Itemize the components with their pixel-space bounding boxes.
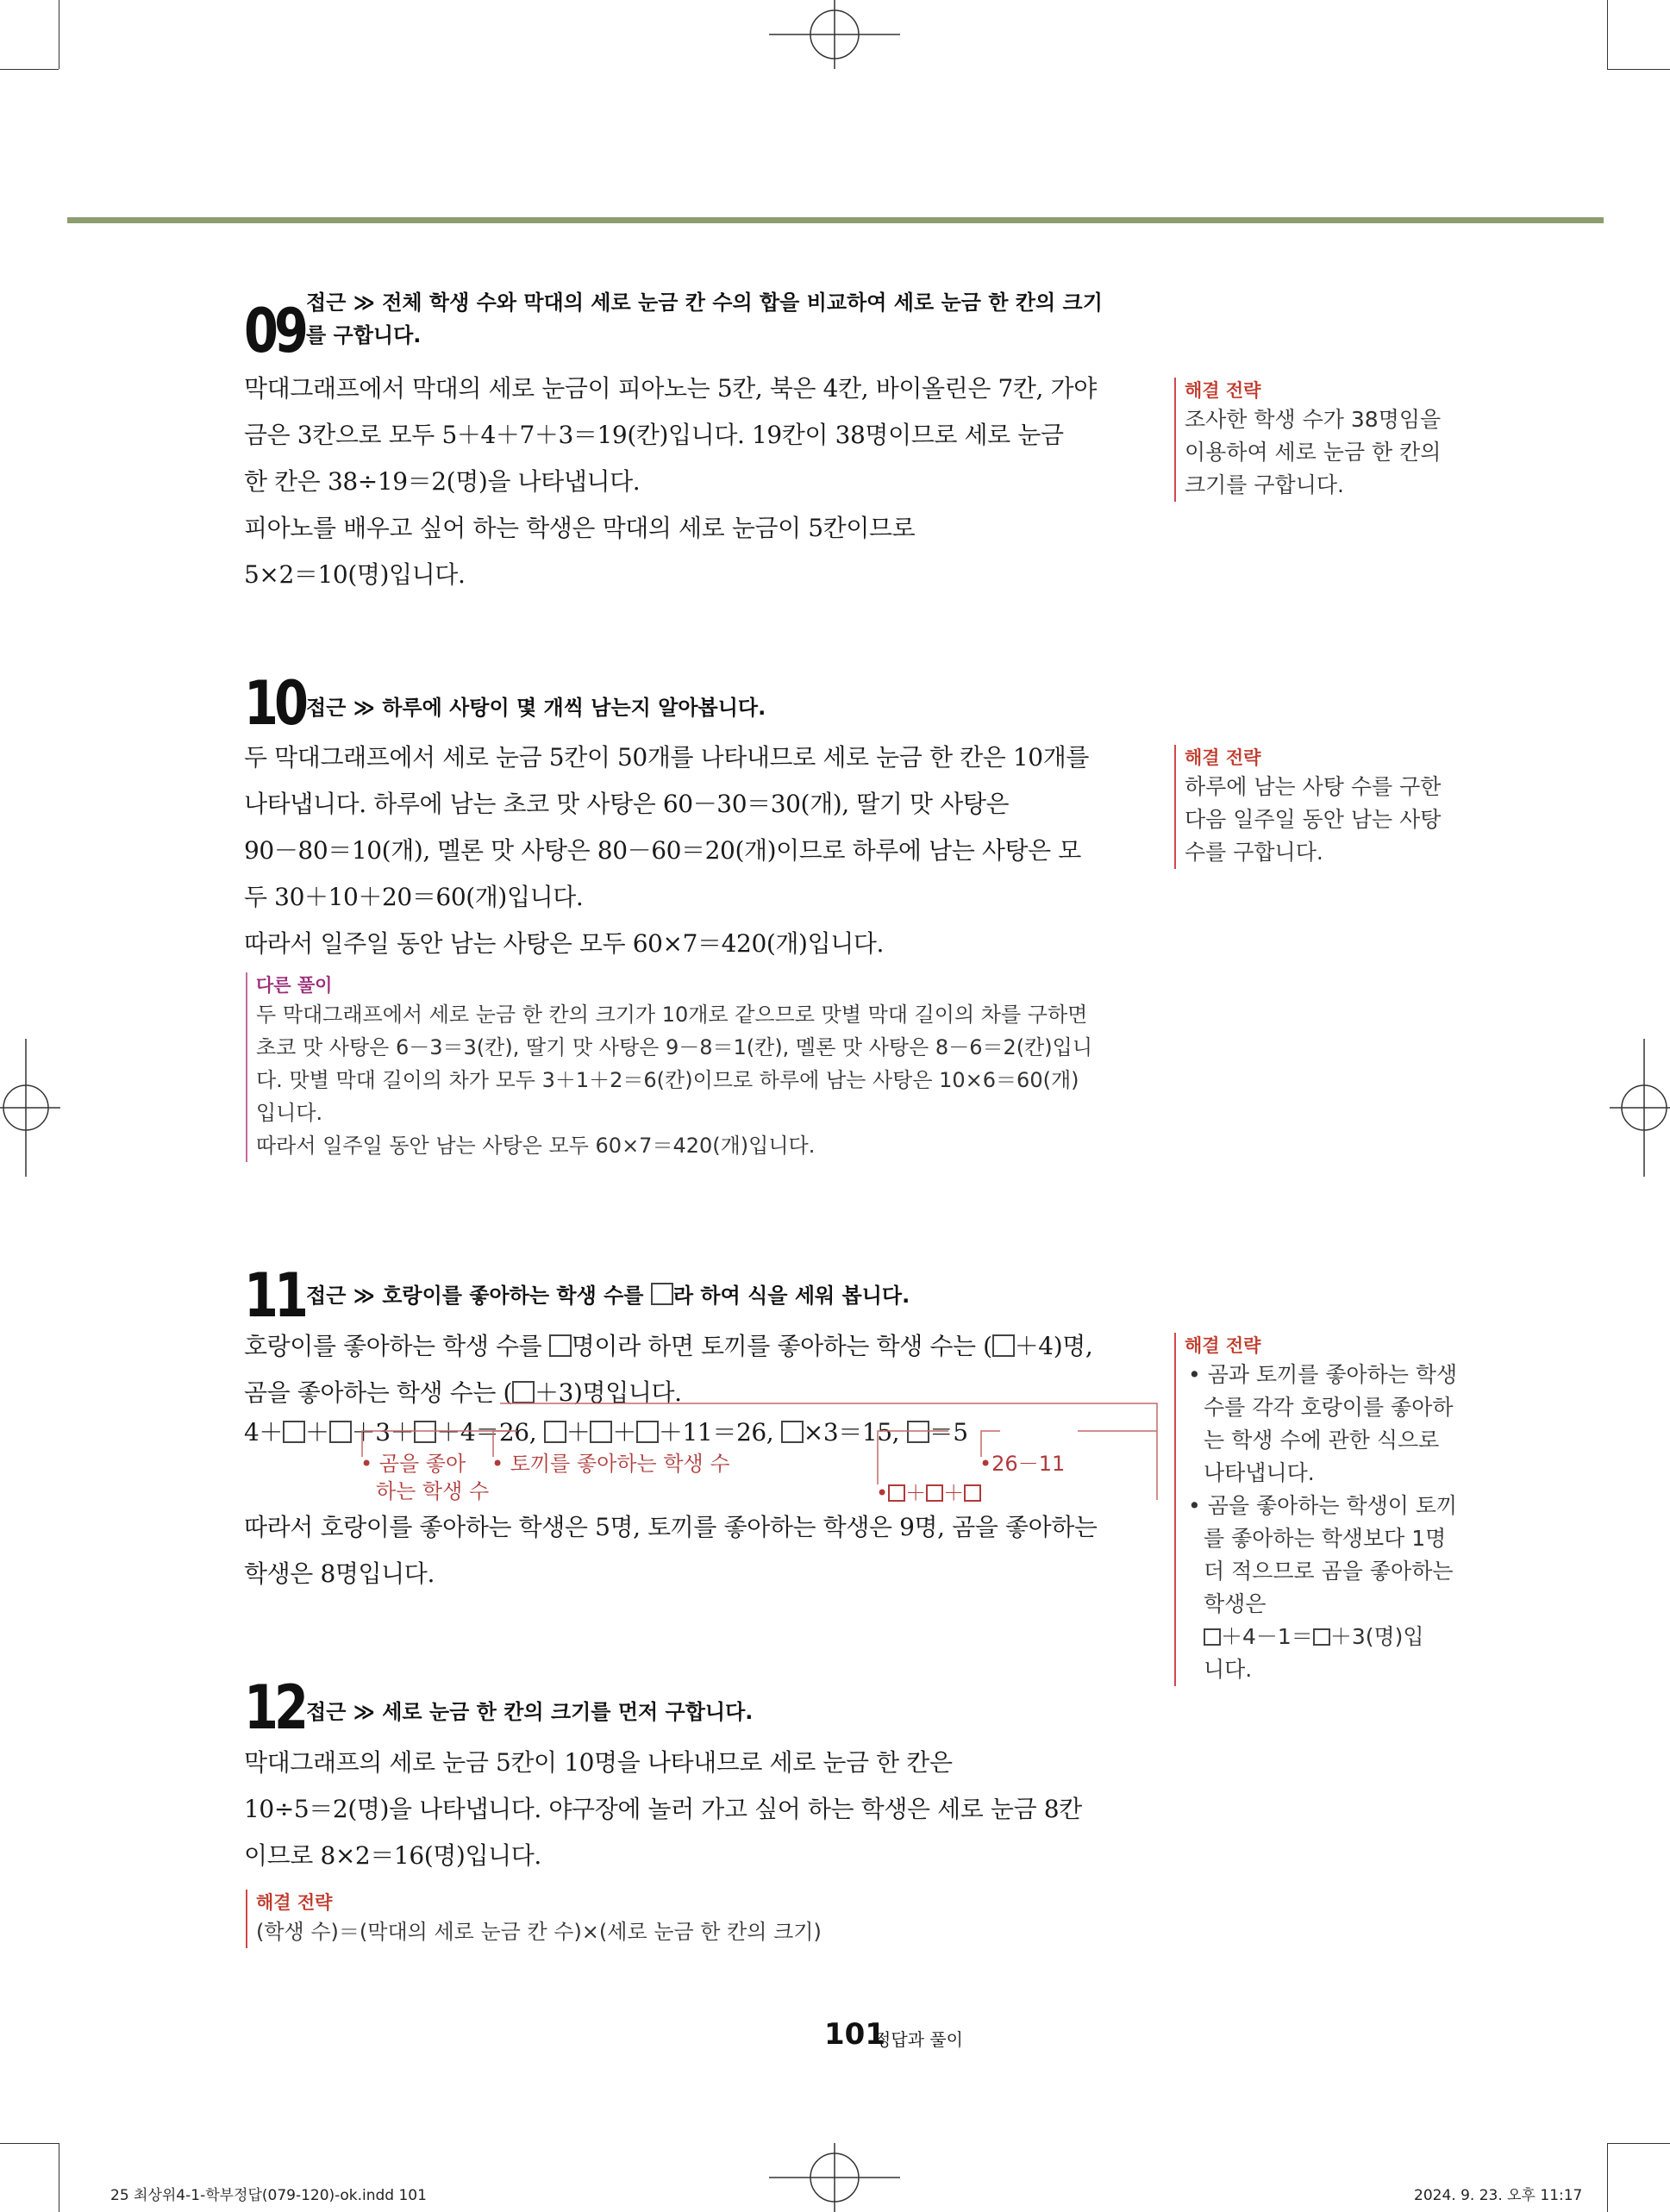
strategy-label: 해결 전략	[1185, 747, 1261, 768]
eq-part: ＋	[305, 1418, 329, 1447]
text-span: ＋3)명입니다.	[535, 1378, 682, 1407]
annotation-text: 곰을 좋아	[378, 1452, 466, 1476]
annotation-text: 토끼를 좋아하는 학생 수	[510, 1452, 730, 1476]
alt-line: 따라서 일주일 동안 남는 사탕은 모두 60×7＝420(개)입니다.	[256, 1134, 816, 1158]
strategy-12	[246, 1890, 1118, 1948]
strategy-line	[1185, 1621, 1469, 1653]
annotation-sum: • ＋ ＋	[876, 1476, 981, 1506]
blank-box-icon	[964, 1484, 981, 1502]
annotation-rabbit: • 토끼를 좋아하는 학생 수	[491, 1452, 730, 1476]
annotation-text: 26－11	[991, 1452, 1066, 1476]
page-section-label: 정답과 풀이	[874, 2029, 963, 2050]
text-span: 명이라 하면 토끼를 좋아하는 학생 수는 (	[571, 1332, 992, 1360]
alt-line: 두 막대그래프에서 세로 눈금 한 칸의 크기가 10개로 같으므로 맛별 막대 길이의 차를 구하면	[256, 1003, 1088, 1027]
annotation-bear-2: 하는 학생 수	[376, 1479, 490, 1503]
approach-09-line2: 를 구합니다.	[306, 323, 422, 347]
eq-part: ＋	[612, 1418, 636, 1447]
file-slug: 25 최상위4-1-학부정답(079-120)-ok.indd 101	[110, 2187, 427, 2204]
alt-line: 입니다.	[256, 1101, 323, 1125]
strategy-line: 니다.	[1204, 1657, 1253, 1682]
strategy-line: 다음 일주일 동안 남는 사탕	[1185, 807, 1442, 832]
strategy-label: 해결 전략	[1185, 1335, 1261, 1356]
question-number-10: 10	[244, 668, 305, 739]
strategy-line: 이용하여 세로 눈금 한 칸의	[1185, 440, 1442, 465]
strategy-line: 수를 각각 호랑이를 좋아하	[1204, 1395, 1454, 1420]
text-span: 곰을 좋아하는 학생 수는 (	[244, 1378, 513, 1407]
text-span: 호랑이를 좋아하는 학생 수를	[244, 1332, 549, 1360]
approach-09-line1: 접근 ≫ 전체 학생 수와 막대의 세로 눈금 칸 수의 합을 비교하여 세로 눈금 한 칸의 크기	[306, 291, 1103, 315]
blank-box-icon	[1204, 1628, 1221, 1646]
eq-part: ＋4＝26,	[436, 1418, 544, 1447]
eq-part: 4＋	[244, 1418, 284, 1447]
text-line: 따라서 일주일 동안 남는 사탕은 모두 60×7＝420(개)입니다.	[244, 929, 885, 958]
strategy-11	[1174, 1333, 1469, 1686]
approach-12: 접근 ≫ 세로 눈금 한 칸의 크기를 먼저 구합니다.	[306, 1700, 754, 1724]
strategy-line: 더 적으므로 곰을 좋아하는	[1204, 1559, 1454, 1584]
annotation-calc: •26－11	[979, 1452, 1066, 1476]
strategy-line: 수를 구합니다.	[1185, 840, 1323, 865]
strategy-line: 하루에 남는 사탕 수를 구한	[1185, 774, 1442, 799]
solution-12	[244, 1740, 1082, 1879]
approach-text: 접근 ≫ 호랑이를 좋아하는 학생 수를	[306, 1284, 651, 1308]
solution-11-conclusion	[244, 1504, 1098, 1597]
strategy-formula: (학생 수)＝(막대의 세로 눈금 칸 수)×(세로 눈금 한 칸의 크기)	[256, 1920, 822, 1944]
question-number-09: 09	[244, 296, 305, 366]
eq-part: ×3＝15,	[803, 1418, 907, 1447]
question-number-12: 12	[244, 1672, 305, 1743]
text-span: ＋4)명,	[1014, 1332, 1093, 1360]
text-line: 나타냅니다. 하루에 남는 초코 맛 사탕은 60－30＝30(개), 딸기 맛 사탕은	[244, 790, 1010, 818]
annotation-text: ＋	[905, 1481, 927, 1505]
text-line: 10÷5＝2(명)을 나타냅니다. 야구장에 놀러 가고 싶어 하는 학생은 세로 눈금 8칸	[244, 1795, 1082, 1823]
strategy-label: 해결 전략	[1185, 380, 1261, 401]
text-line: 두 막대그래프에서 세로 눈금 5칸이 50개를 나타내므로 세로 눈금 한 칸은 10개를	[244, 743, 1090, 772]
strategy-label: 해결 전략	[256, 1892, 333, 1913]
strategy-text: ＋3(명)입	[1329, 1624, 1424, 1649]
approach-text: 라 하여 식을 세워 봅니다.	[672, 1284, 910, 1308]
alt-line: 다. 맛별 막대 길이의 차가 모두 3＋1＋2＝6(칸)이므로 하루에 남는 사탕은 10×6＝60(개)	[256, 1068, 1079, 1092]
text-line: 이므로 8×2＝16(명)입니다.	[244, 1841, 541, 1870]
text-line: 5×2＝10(명)입니다.	[244, 560, 466, 589]
strategy-text: 곰과 토끼를 좋아하는 학생	[1207, 1362, 1458, 1387]
approach-10: 접근 ≫ 하루에 사탕이 몇 개씩 남는지 알아봅니다.	[306, 696, 766, 720]
annotation-bear: • 곰을 좋아	[360, 1452, 466, 1476]
eq-part: ＋11＝26,	[658, 1418, 781, 1447]
strategy-line: 학생은	[1204, 1591, 1267, 1616]
strategy-line: 크기를 구합니다.	[1185, 472, 1344, 497]
text-line: 한 칸은 38÷19＝2(명)을 나타냅니다.	[244, 467, 641, 496]
question-number-11: 11	[244, 1260, 305, 1331]
blank-box-icon	[1313, 1628, 1330, 1646]
strategy-text: 곰을 좋아하는 학생이 토끼	[1207, 1493, 1458, 1518]
text-line: 막대그래프의 세로 눈금 5칸이 10명을 나타내므로 세로 눈금 한 칸은	[244, 1748, 953, 1777]
strategy-text: ＋4－1＝	[1221, 1624, 1313, 1649]
eq-part: ＋	[566, 1418, 591, 1447]
alternative-label: 다른 풀이	[256, 975, 333, 996]
alt-line: 초코 맛 사탕은 6－3＝3(칸), 딸기 맛 사탕은 9－8＝1(칸), 멜론 맛 사탕은 8－6＝2(칸)입니	[256, 1035, 1093, 1059]
strategy-line: 조사한 학생 수가 38명임을	[1185, 407, 1442, 432]
eq-part: ＋3＋	[351, 1418, 415, 1447]
blank-box-icon	[926, 1484, 943, 1502]
annotation-text: ＋	[943, 1481, 965, 1505]
text-line: 따라서 호랑이를 좋아하는 학생은 5명, 토끼를 좋아하는 학생은 9명, 곰을 좋아하는	[244, 1513, 1098, 1541]
text-line: 피아노를 배우고 싶어 하는 학생은 막대의 세로 눈금이 5칸이므로	[244, 514, 916, 542]
text-line: 금은 3칸으로 모두 5＋4＋7＋3＝19(칸)입니다. 19칸이 38명이므로 세로 눈금	[244, 421, 1064, 449]
text-line: 두 30＋10＋20＝60(개)입니다.	[244, 883, 584, 911]
strategy-line: 나타냅니다.	[1204, 1460, 1315, 1485]
page-number: 101	[824, 2017, 885, 2052]
text-line: 학생은 8명입니다.	[244, 1559, 435, 1588]
strategy-bullet: • 곰을 좋아하는 학생이 토끼	[1188, 1493, 1458, 1518]
strategy-line: 는 학생 수에 관한 식으로	[1204, 1428, 1440, 1453]
blank-box-icon	[888, 1484, 905, 1502]
date-slug: 2024. 9. 23. 오후 11:17	[1414, 2187, 1583, 2204]
text-line: 막대그래프에서 막대의 세로 눈금이 피아노는 5칸, 북은 4칸, 바이올린은 7칸, 가야	[244, 374, 1097, 403]
strategy-bullet: • 곰과 토끼를 좋아하는 학생	[1188, 1362, 1458, 1387]
strategy-line: 를 좋아하는 학생보다 1명	[1204, 1526, 1447, 1551]
text-line: 90－80＝10(개), 멜론 맛 사탕은 80－60＝20(개)이므로 하루에 남는 사탕은 모	[244, 836, 1081, 865]
eq-part: ＝5	[929, 1418, 968, 1447]
